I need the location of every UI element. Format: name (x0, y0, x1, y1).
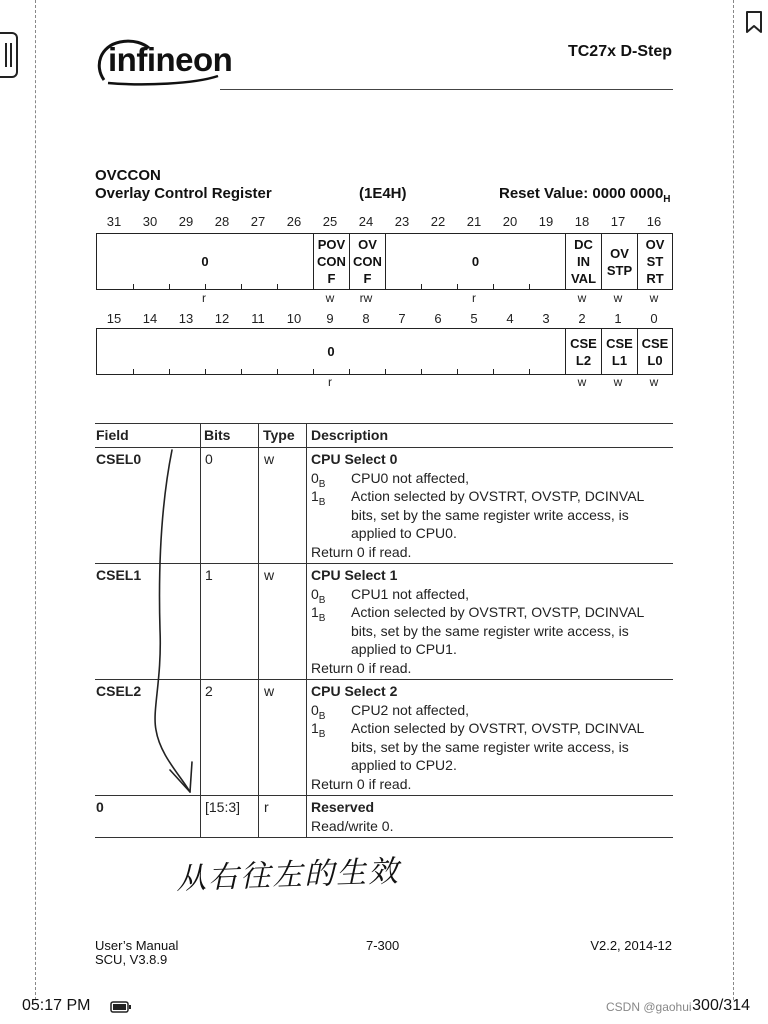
bit-number: 2 (578, 311, 586, 326)
row-title: CPU Select 0 (311, 451, 398, 467)
field-reserved-upper: 0 (201, 254, 209, 269)
option-0 (311, 701, 671, 720)
bit-number: 11 (251, 311, 265, 326)
bit-number: 10 (286, 311, 302, 326)
bit-number: 8 (362, 311, 370, 326)
row-type: w (264, 683, 275, 699)
access-type: w (577, 375, 587, 389)
option-text: CPU1 not affected, (351, 585, 470, 602)
access-type: w (649, 375, 659, 389)
option-key: 0 (311, 701, 319, 718)
access-type: r (202, 291, 206, 305)
field-label-line: L1 (611, 352, 628, 368)
product-title: TC27x D-Step (567, 43, 672, 60)
field-label-line: VAL (570, 271, 597, 286)
bit-number: 0 (650, 311, 658, 326)
option-key: 1 (311, 720, 319, 736)
bit-number: 30 (142, 214, 158, 229)
row-bits: 1 (205, 567, 213, 583)
field-label-line: CSE (606, 335, 633, 351)
bit-number: 21 (466, 214, 482, 229)
right-page-edge (733, 0, 734, 1000)
field-label-line: CON (317, 254, 346, 269)
battery-icon (110, 1000, 132, 1012)
option-text: CPU0 not affected, (351, 469, 470, 486)
row-footer: Return 0 if read. (311, 659, 412, 676)
option-key-suffix: B (318, 594, 326, 606)
option-0 (311, 585, 671, 604)
row-title: Reserved (311, 799, 375, 815)
field-ovconf (349, 234, 385, 289)
bit-number: 12 (214, 311, 230, 326)
bit-number: 25 (322, 214, 338, 229)
option-0 (311, 469, 671, 488)
option-1 (311, 487, 671, 543)
access-type: r (328, 375, 332, 389)
bit-number: 27 (250, 214, 266, 229)
option-1 (311, 719, 671, 775)
row-field: CSEL1 (96, 567, 142, 583)
option-text: bits, set by the same register write access, is (351, 738, 629, 755)
row-description (311, 798, 671, 835)
option-text: applied to CPU0. (351, 525, 457, 541)
csdn-watermark: CSDN @gaohui (606, 1000, 692, 1014)
field-label-line: CON (353, 254, 382, 269)
bit-number: 14 (142, 311, 158, 326)
option-text: bits, set by the same register write access, is (351, 506, 629, 523)
row-field: CSEL2 (96, 683, 142, 699)
option-key: 0 (311, 469, 319, 486)
option-key: 1 (311, 604, 319, 620)
row-field: 0 (96, 799, 104, 815)
row-title: CPU Select 2 (311, 683, 398, 699)
row-field: CSEL0 (96, 451, 142, 467)
side-panel-handle[interactable] (0, 32, 18, 78)
bit-number: 29 (178, 214, 194, 229)
bookmark-icon[interactable] (744, 10, 764, 34)
row-type: r (264, 799, 269, 815)
access-type: w (325, 291, 335, 305)
bit-number: 24 (358, 214, 374, 229)
bit-number: 6 (434, 311, 442, 326)
header-bits: Bits (204, 427, 231, 443)
header-type: Type (263, 427, 295, 443)
field-csel2 (565, 329, 601, 374)
footer-manual: User’s Manual (95, 938, 179, 953)
field-label-line: OV (610, 245, 629, 261)
brand-name: infineon (108, 41, 233, 78)
field-label-line: POV (317, 237, 346, 252)
page-counter[interactable]: 300/314 (692, 997, 750, 1014)
field-dcinval (565, 234, 601, 289)
row-description (311, 450, 671, 561)
field-label-line: IN (576, 254, 590, 269)
reset-value-suffix: H (663, 194, 671, 205)
infineon-logo (94, 36, 233, 88)
field-label-line: OV (645, 237, 665, 252)
field-label-line: L2 (575, 352, 592, 368)
field-ovstrt (637, 234, 672, 289)
bit-number: 5 (470, 311, 478, 326)
field-label-line: F (327, 271, 336, 286)
field-label-line: STP (606, 262, 633, 278)
option-text: Action selected by OVSTRT, OVSTP, DCINVAL (351, 488, 645, 504)
row-footer: Return 0 if read. (311, 775, 412, 792)
bit-number: 26 (286, 214, 302, 229)
bit-number: 7 (398, 311, 406, 326)
option-key-suffix: B (318, 728, 326, 740)
bit-number: 17 (610, 214, 626, 229)
row-type: w (264, 567, 275, 583)
field-ovstp (601, 234, 637, 289)
option-key: 1 (311, 488, 319, 504)
register-name: OVCCON (95, 167, 161, 184)
option-1 (311, 603, 671, 659)
access-type: w (577, 291, 587, 305)
reset-value (499, 185, 671, 205)
footer-module: SCU, V3.8.9 (95, 952, 168, 967)
access-type: w (613, 291, 623, 305)
row-description (311, 682, 671, 793)
field-povconf (313, 234, 349, 289)
field-csel1 (601, 329, 637, 374)
field-reserved-lower: 0 (327, 344, 335, 359)
header-description: Description (311, 427, 389, 443)
field-csel0 (637, 329, 672, 374)
field-label-line: L0 (647, 352, 663, 368)
left-page-edge (35, 0, 36, 1000)
bit-number: 23 (394, 214, 410, 229)
reset-value-text: Reset Value: 0000 0000 (499, 185, 664, 202)
handwritten-note: 从右往左的生效 (175, 854, 401, 897)
status-time: 05:17 PM (22, 997, 91, 1014)
option-text: CPU2 not affected, (351, 701, 470, 718)
row-title: CPU Select 1 (311, 567, 398, 583)
option-key-suffix: B (318, 612, 326, 624)
row-bits: 0 (205, 451, 213, 467)
header-rule (220, 89, 673, 90)
option-text: Action selected by OVSTRT, OVSTP, DCINVAL (351, 720, 645, 736)
access-type: r (472, 291, 476, 305)
row-bits: [15:3] (205, 799, 241, 815)
row-type: w (264, 451, 275, 467)
bit-number: 4 (506, 311, 514, 326)
lower-register-row (96, 328, 673, 375)
field-label-line: OV (358, 237, 377, 252)
access-type: rw (359, 291, 373, 305)
option-key: 0 (311, 585, 319, 602)
footer-page: 7-300 (366, 938, 400, 953)
row-footer: Return 0 if read. (311, 543, 412, 560)
bit-number: 19 (538, 214, 554, 229)
upper-register-row (96, 233, 673, 290)
row-description (311, 566, 671, 677)
bit-number: 22 (430, 214, 446, 229)
bit-number: 3 (542, 311, 550, 326)
field-label-line: ST (646, 254, 664, 269)
bit-number: 9 (326, 311, 334, 326)
bit-number: 18 (574, 214, 590, 229)
bit-number: 13 (178, 311, 194, 326)
option-text: applied to CPU1. (351, 641, 457, 657)
option-key-suffix: B (318, 478, 326, 490)
register-full-name: Overlay Control Register (95, 185, 272, 202)
field-label-line: DC (574, 237, 593, 252)
bit-number: 16 (646, 214, 662, 229)
option-key-suffix: B (318, 496, 326, 508)
option-text: Action selected by OVSTRT, OVSTP, DCINVAL (351, 604, 645, 620)
field-reserved-middle: 0 (385, 234, 565, 289)
header-field: Field (96, 427, 129, 443)
field-label-line: F (363, 271, 372, 286)
option-text: applied to CPU2. (351, 757, 457, 773)
bit-number: 1 (614, 311, 622, 326)
field-label-line: CSE (641, 335, 669, 351)
row-footer: Read/write 0. (311, 817, 394, 834)
access-type: w (613, 375, 623, 389)
bit-number: 20 (502, 214, 518, 229)
access-type: w (649, 291, 659, 305)
row-bits: 2 (205, 683, 213, 699)
bit-number: 28 (214, 214, 230, 229)
option-text: bits, set by the same register write access, is (351, 622, 629, 639)
field-label-line: CSE (570, 335, 597, 351)
register-offset: (1E4H) (359, 185, 407, 202)
option-key-suffix: B (318, 710, 326, 722)
handwritten-arrow-icon (140, 440, 210, 805)
bit-number: 31 (106, 214, 122, 229)
field-label-line: RT (646, 271, 664, 286)
bit-number: 15 (106, 311, 122, 326)
footer-version: V2.2, 2014-12 (590, 938, 672, 953)
